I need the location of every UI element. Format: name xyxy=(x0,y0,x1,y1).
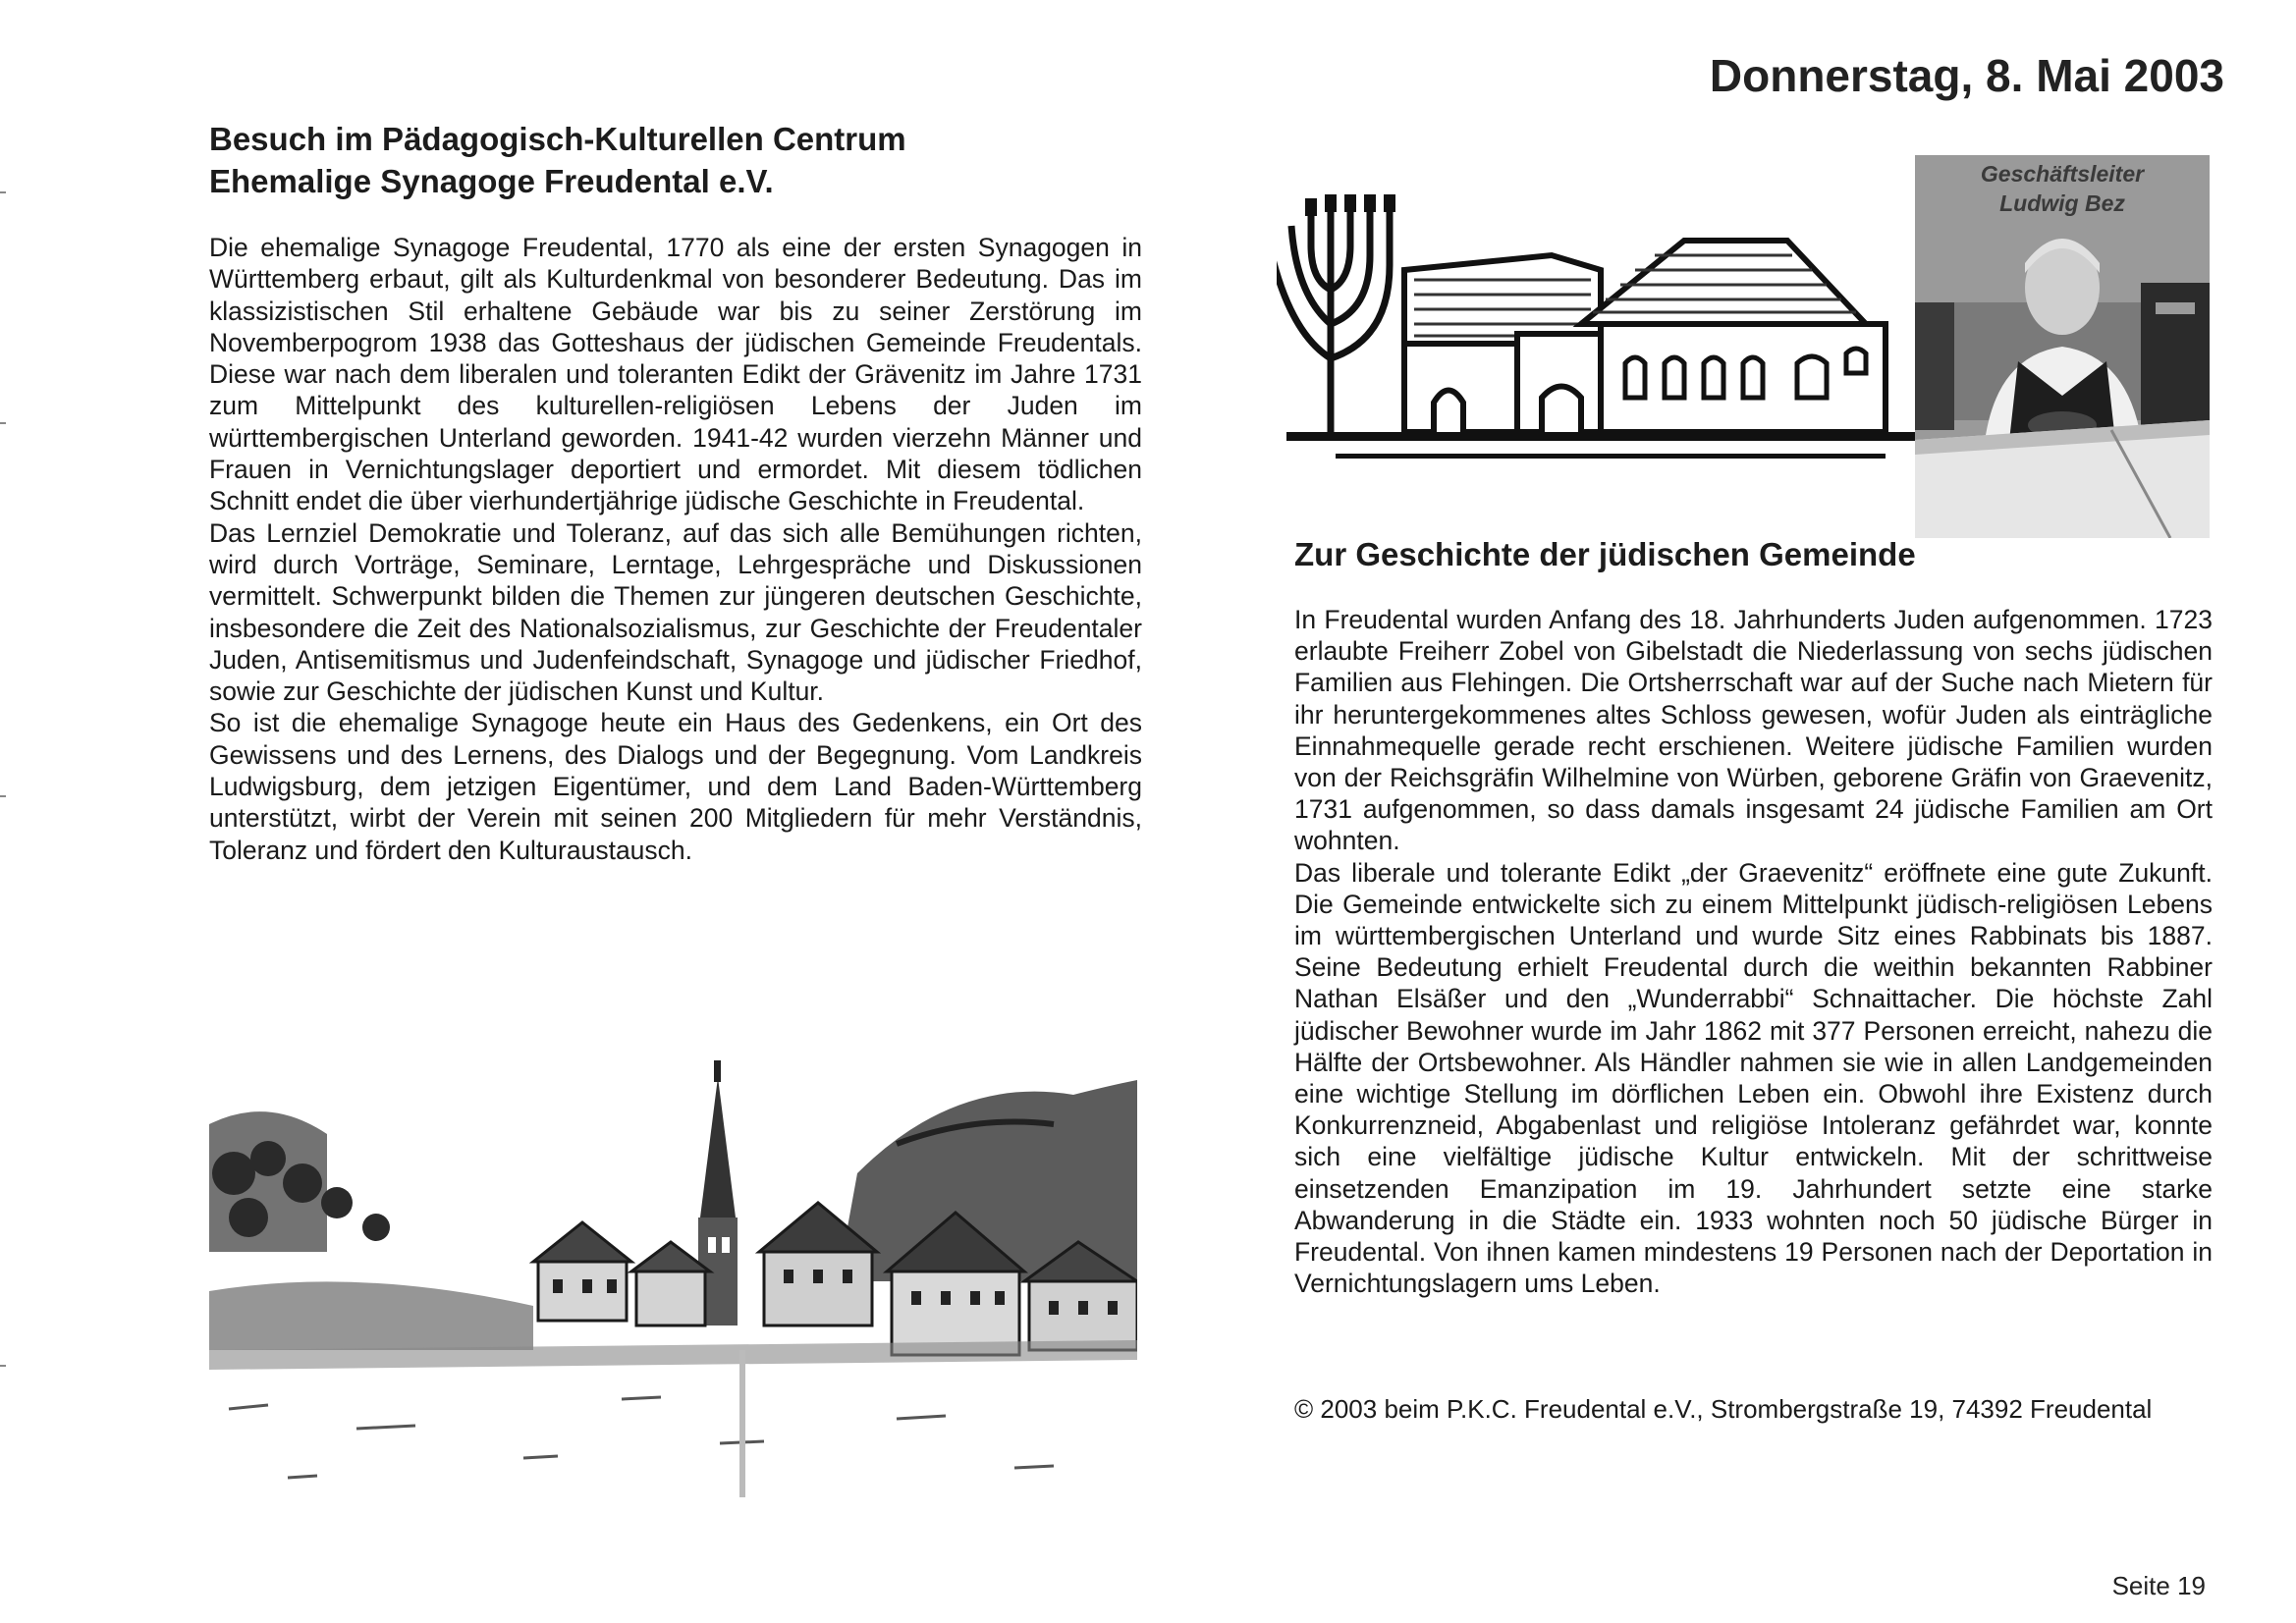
right-article-body xyxy=(1294,604,2213,1299)
left-title-line-2: Ehemalige Synagoge Freudental e.V. xyxy=(209,163,774,199)
scan-margin-mark xyxy=(0,191,6,193)
left-article-title xyxy=(209,118,1152,202)
left-article-body xyxy=(209,232,1142,866)
right-paragraph-1: In Freudental wurden Anfang des 18. Jahrhunderts Juden aufgenommen. 1723 erlaubte Freiherr Zobel von Gibelstadt die Niederlassung von sechs jüdischen Familien aus Flehingen. Die Ortsherrschaft war auf der Suche nach Mietern für ihr heruntergekommenes altes Schloss gewesen, wofür Juden als einträgliche Einnahmequelle gerade recht erschienen. Weitere jüdische Familien wurden von der Reichsgräfin Wilhelmine von Würben, geborene Gräfin von Graevenitz, 1731 aufgenommen, so dass damals insgesamt 24 jüdische Familien am Ort wohnten. xyxy=(1294,605,2213,856)
manager-photo xyxy=(1915,155,2210,538)
page-date: Donnerstag, 8. Mai 2003 xyxy=(1709,50,2224,101)
photo-caption-title: Geschäftsleiter xyxy=(1980,161,2145,187)
left-paragraph-2: Das Lernziel Demokratie und Toleranz, auf das sich alle Bemühungen richten, wird durch Vorträge, Seminare, Lerntage, Lehrgespräche und Diskussionen vermittelt. Schwerpunkt bilden die Themen zur jüngeren deutschen Geschichte, insbesondere die Zeit des Nationalsozialismus, zur Geschichte der Freudentaler Juden, Antisemitismus und Judenfeindschaft, Synagoge und jüdischer Friedhof, sowie zur Geschichte der jüdischen Kunst und Kultur. xyxy=(209,517,1142,707)
copyright-notice: © 2003 beim P.K.C. Freudental e.V., Strombergstraße 19, 74392 Freudental xyxy=(1294,1394,2153,1424)
photo-caption xyxy=(1915,159,2210,218)
scan-margin-mark xyxy=(0,422,6,424)
village-sketch-illustration xyxy=(209,1055,1137,1502)
scan-margin-mark xyxy=(0,795,6,797)
photo-caption-name: Ludwig Bez xyxy=(1999,190,2125,216)
left-paragraph-1: Die ehemalige Synagoge Freudental, 1770 als eine der ersten Synagogen in Württemberg erbaut, gilt als Kulturdenkmal von besonderer Bedeutung. Das im klassizistischen Stil erhaltene Gebäude war bis zu seiner Zerstörung im Novemberpogrom 1938 das Gotteshaus der jüdischen Gemeinde Freudentals. Diese war nach dem liberalen und toleranten Edikt der Grävenitz im Jahre 1731 zum Mittelpunkt des kulturellen-religiösen Lebens der Juden im württembergischen Unterland geworden. 1941-42 wurden vierzehn Männer und Frauen in Vernichtungslager deportiert und ermordet. Mit diesem tödlichen Schnitt endet die über vierhundertjährige jüdische Geschichte in Freudental. xyxy=(209,233,1142,516)
synagogue-menorah-logo xyxy=(1277,187,1915,471)
page-number: Seite 19 xyxy=(2111,1571,2206,1600)
left-paragraph-3: So ist die ehemalige Synagoge heute ein Haus des Gedenkens, ein Ort des Gewissens und des Lernens, des Dialogs und der Begegnung. Vom Landkreis Ludwigsburg, dem jetzigen Eigentümer, und dem Land Baden-Württemberg unterstützt, wirbt der Verein mit seinen 200 Mitgliedern für mehr Verständnis, Toleranz und fördert den Kulturaustausch. xyxy=(209,708,1142,865)
scan-margin-mark xyxy=(0,1365,6,1367)
right-article-title: Zur Geschichte der jüdischen Gemeinde xyxy=(1294,536,1916,572)
left-title-line-1: Besuch im Pädagogisch-Kulturellen Centrum xyxy=(209,121,906,157)
right-paragraph-2: Das liberale und tolerante Edikt „der Graevenitz“ eröffnete eine gute Zukunft. Die Gemeinde entwickelte sich zu einem Mittelpunkt jüdisch-religiösen Lebens im württembergischen Unterland und wurde Sitz eines Rabbinats bis 1887. Seine Bedeutung erhielt Freudental durch die weithin bekannten Rabbiner Nathan Elsäßer und den „Wunderrabbi“ Schnaittacher. Die höchste Zahl jüdischer Bewohner wurde im Jahr 1862 mit 377 Personen erreicht, nahezu die Hälfte der Ortsbewohner. Als Händler nahmen sie wie in allen Landgemeinden eine wichtige Stellung im dörflichen Leben ein. Obwohl ihre Existenz durch Konkurrenzneid, Abgabenlast und religiöse Intoleranz gefährdet war, konnte sich eine vielfältige jüdische Kultur entwickeln. Mit der schrittweise einsetzenden Emanzipation im 19. Jahrhundert setzte eine starke Abwanderung in die Städte ein. 1933 wohnten noch 50 jüdische Bürger in Freudental. Von ihnen kamen mindestens 19 Personen nach der Deportation in Vernichtungslagern ums Leben. xyxy=(1294,857,2213,1299)
